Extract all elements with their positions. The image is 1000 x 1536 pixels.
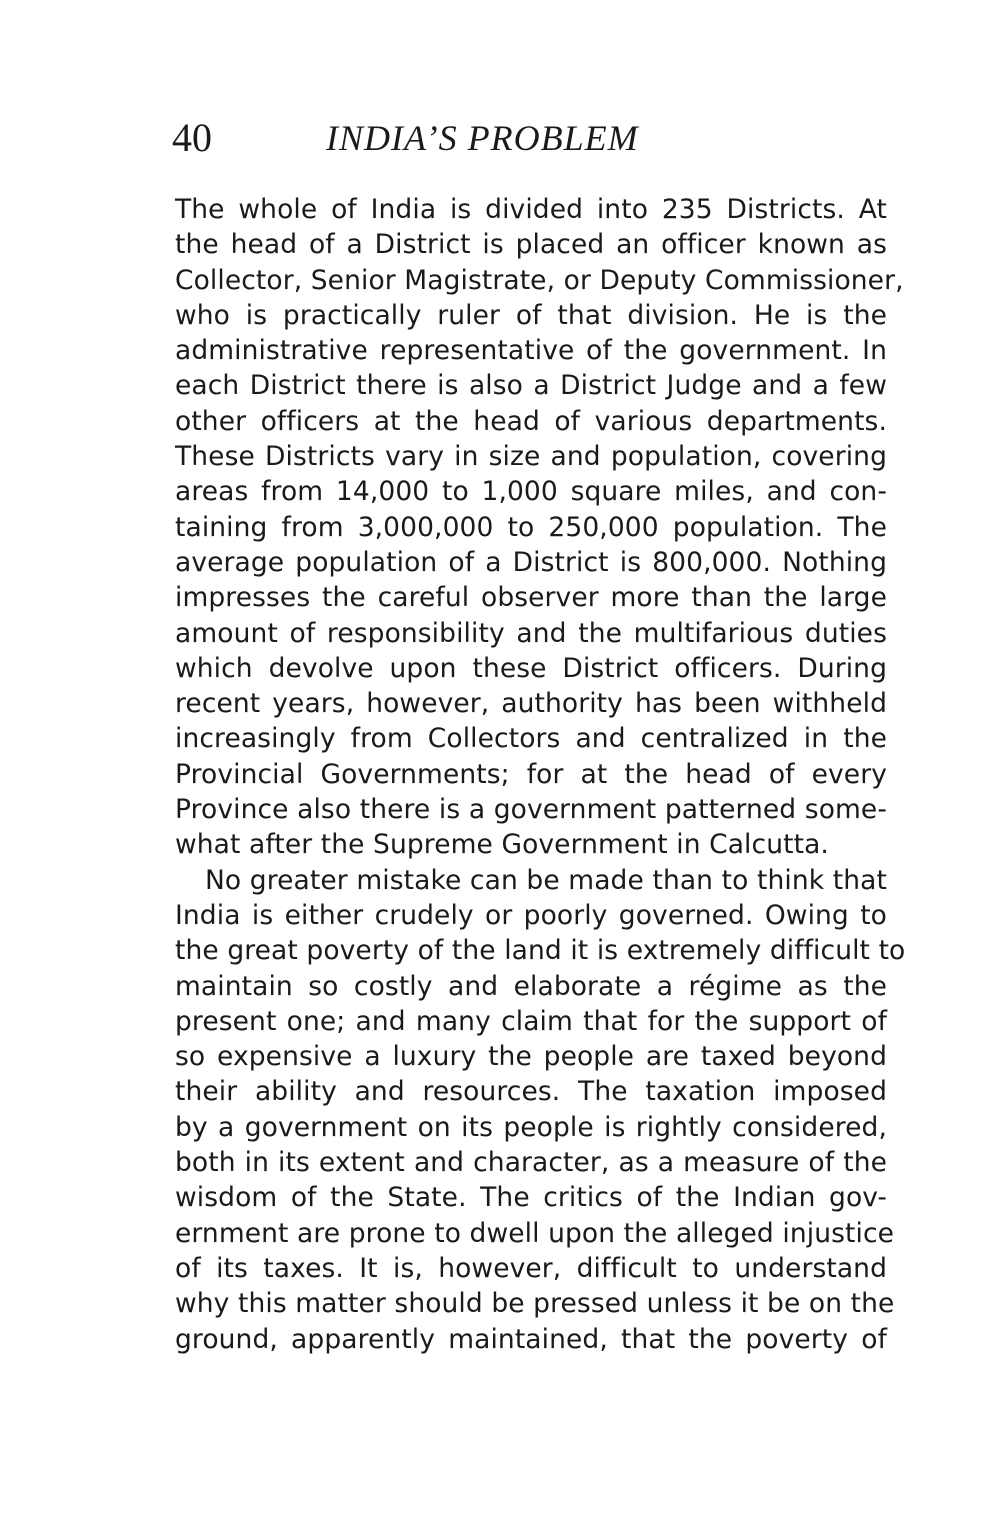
text-line: recent years, however, authority has been withheld <box>175 688 887 720</box>
text-line: increasingly from Collectors and centralized in the <box>175 723 887 755</box>
paragraph-2 <box>175 863 906 1357</box>
running-title: INDIA’S PROBLEM <box>326 118 639 158</box>
text-line: Collector, Senior Magistrate, or Deputy Commissioner, <box>175 264 904 296</box>
text-line: impresses the careful observer more than the large <box>175 582 887 614</box>
text-line: who is practically ruler of that division. He is the <box>175 299 887 331</box>
text-line: by a government on its people is rightly considered, <box>175 1111 887 1143</box>
text-line: These Districts vary in size and population, covering <box>175 441 887 473</box>
text-line: wisdom of the State. The critics of the Indian gov- <box>175 1182 887 1214</box>
text-line: Provincial Governments; for at the head of every <box>175 758 887 790</box>
text-line: amount of responsibility and the multifarious duties <box>175 617 887 649</box>
text-line: the great poverty of the land it is extremely difficult to <box>175 935 906 967</box>
text-line: administrative representative of the government. In <box>175 335 887 367</box>
text-line: each District there is also a District Judge and a few <box>175 370 887 402</box>
text-line: what after the Supreme Government in Calcutta. <box>175 829 829 861</box>
text-line: why this matter should be pressed unless it be on the <box>175 1288 895 1320</box>
text-line: the head of a District is placed an officer known as <box>175 229 887 261</box>
text-line: taining from 3,000,000 to 250,000 population. The <box>175 511 887 543</box>
text-line: average population of a District is 800,000. Nothing <box>175 546 887 578</box>
paragraph-1 <box>175 192 904 863</box>
text-line: areas from 14,000 to 1,000 square miles, and con- <box>175 476 887 508</box>
text-line: present one; and many claim that for the support of <box>175 1005 887 1037</box>
text-line: ernment are prone to dwell upon the alleged injustice <box>175 1217 895 1249</box>
text-line: so expensive a luxury the people are taxed beyond <box>175 1041 887 1073</box>
page-number: 40 <box>172 115 212 160</box>
text-line: ground, apparently maintained, that the poverty of <box>175 1323 887 1355</box>
text-line: maintain so costly and elaborate a régime as the <box>175 970 887 1002</box>
text-line: No greater mistake can be made than to think that <box>205 864 887 896</box>
text-line: The whole of India is divided into 235 Districts. At <box>175 194 887 225</box>
text-line: both in its extent and character, as a measure of the <box>175 1147 887 1179</box>
text-line: other officers at the head of various departments. <box>175 405 887 437</box>
text-line: India is either crudely or poorly governed. Owing to <box>175 899 887 931</box>
text-line: which devolve upon these District officers. During <box>175 652 887 684</box>
text-line: their ability and resources. The taxation imposed <box>175 1076 887 1108</box>
body-text <box>175 192 906 1357</box>
text-line: of its taxes. It is, however, difficult to understand <box>175 1252 887 1284</box>
text-line: Province also there is a government patterned some- <box>175 794 887 826</box>
